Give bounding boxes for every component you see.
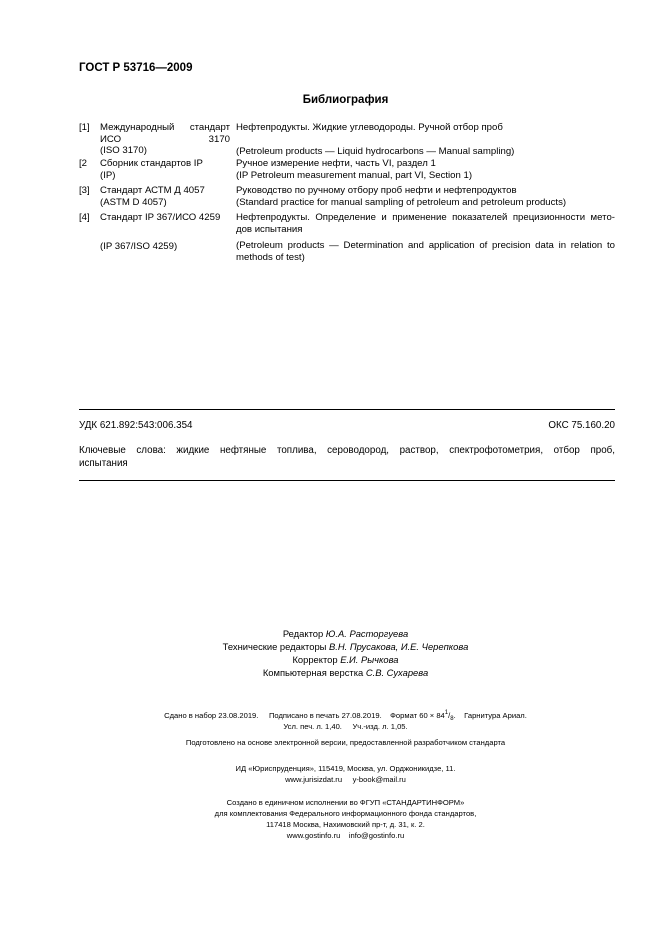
producer-line: для комплектования Федерального информационного фонда стандартов, xyxy=(214,809,477,818)
reference-item xyxy=(79,122,615,158)
keywords-line: испытания xyxy=(79,458,128,469)
reference-item xyxy=(79,212,615,264)
reference-description: Руководство по ручному отбору проб нефти и нефтепродуктов (Standard practice for manual sampling of petroleum and petroleum products) xyxy=(236,185,567,208)
sheets-line: Усл. печ. л. 1,40. Уч.-изд. л. 1,05. xyxy=(283,722,408,731)
oks-code: ОКС 75.160.20 xyxy=(548,420,615,431)
producer-line: Создано в единичном исполнении во ФГУП «СТАНДАРТИНФОРМ» xyxy=(226,798,465,807)
keywords-line: Ключевые слова: жидкие нефтяные топлива, сероводород, раствор, спектрофотометрия, отбор проб, xyxy=(79,445,615,456)
reference-number: [1] xyxy=(79,122,90,133)
reference-description: Нефтепродукты. Определение и применение показателей прецизионности мето- дов испытания (Petroleum products — Determination and application of precision data in relation to methods of test) xyxy=(236,212,615,263)
reference-source: Стандарт АСТМ Д 4057 (ASTM D 4057) xyxy=(100,185,205,208)
reference-description: Нефтепродукты. Жидкие углеводороды. Ручной отбор проб (Petroleum products — Liquid hydrocarbons — Manual sampling) xyxy=(236,122,515,157)
publisher-address: ИД «Юриспруденция», 115419, Москва, ул. Орджоникидзе, 11. xyxy=(235,764,456,773)
divider-top xyxy=(79,409,615,410)
corrector-line: Корректор Е.И. Рычкова xyxy=(292,654,399,665)
producer-site-link[interactable]: www.gostinfo.ru xyxy=(286,831,341,840)
prepared-note: Подготовлено на основе электронной версии, предоставленной разработчиком стандарта xyxy=(185,738,506,747)
reference-number: [2 xyxy=(79,158,88,169)
reference-description: Ручное измерение нефти, часть VI, раздел 1 (IP Petroleum measurement manual, part VI, Section 1) xyxy=(236,158,473,181)
producer-contacts xyxy=(0,830,661,842)
document-code: ГОСТ Р 53716—2009 xyxy=(79,62,193,74)
keywords xyxy=(79,444,615,470)
divider-bottom xyxy=(79,480,615,481)
producer-address: 117418 Москва, Нахимовский пр-т, д. 31, к. 2. xyxy=(266,820,425,829)
layout-line: Компьютерная верстка С.В. Сухарева xyxy=(262,667,429,678)
publisher-site-link[interactable]: www.jurisizdat.ru xyxy=(285,775,343,784)
publisher-contacts xyxy=(0,774,661,786)
udk-code: УДК 621.892:543:006.354 xyxy=(79,420,193,431)
section-title: Библиография xyxy=(302,94,389,106)
reference-item xyxy=(79,158,615,182)
reference-number: [3] xyxy=(79,185,90,196)
editor-line: Редактор Ю.А. Расторгуева xyxy=(282,628,409,639)
reference-source: Стандарт IP 367/ИСО 4259 (IP 367/ISO 4259) xyxy=(100,212,221,252)
publisher-email-link[interactable]: y-book@mail.ru xyxy=(352,775,406,784)
reference-source: Международный стандарт ИСО 3170 (ISO 3170) xyxy=(100,122,230,156)
reference-source: Сборник стандартов IP (IP) xyxy=(100,158,203,181)
print-details-line: Сдано в набор 23.08.2019. Подписано в печать 27.08.2019. Формат $60 \times 84^1/_8$. Гарнитура Ариал. xyxy=(164,710,527,722)
producer-email-link[interactable]: info@gostinfo.ru xyxy=(348,831,405,840)
reference-item xyxy=(79,185,615,209)
reference-number: [4] xyxy=(79,212,90,223)
tech-editors-line: Технические редакторы В.Н. Прусакова, И.Е. Черепкова xyxy=(222,641,469,652)
